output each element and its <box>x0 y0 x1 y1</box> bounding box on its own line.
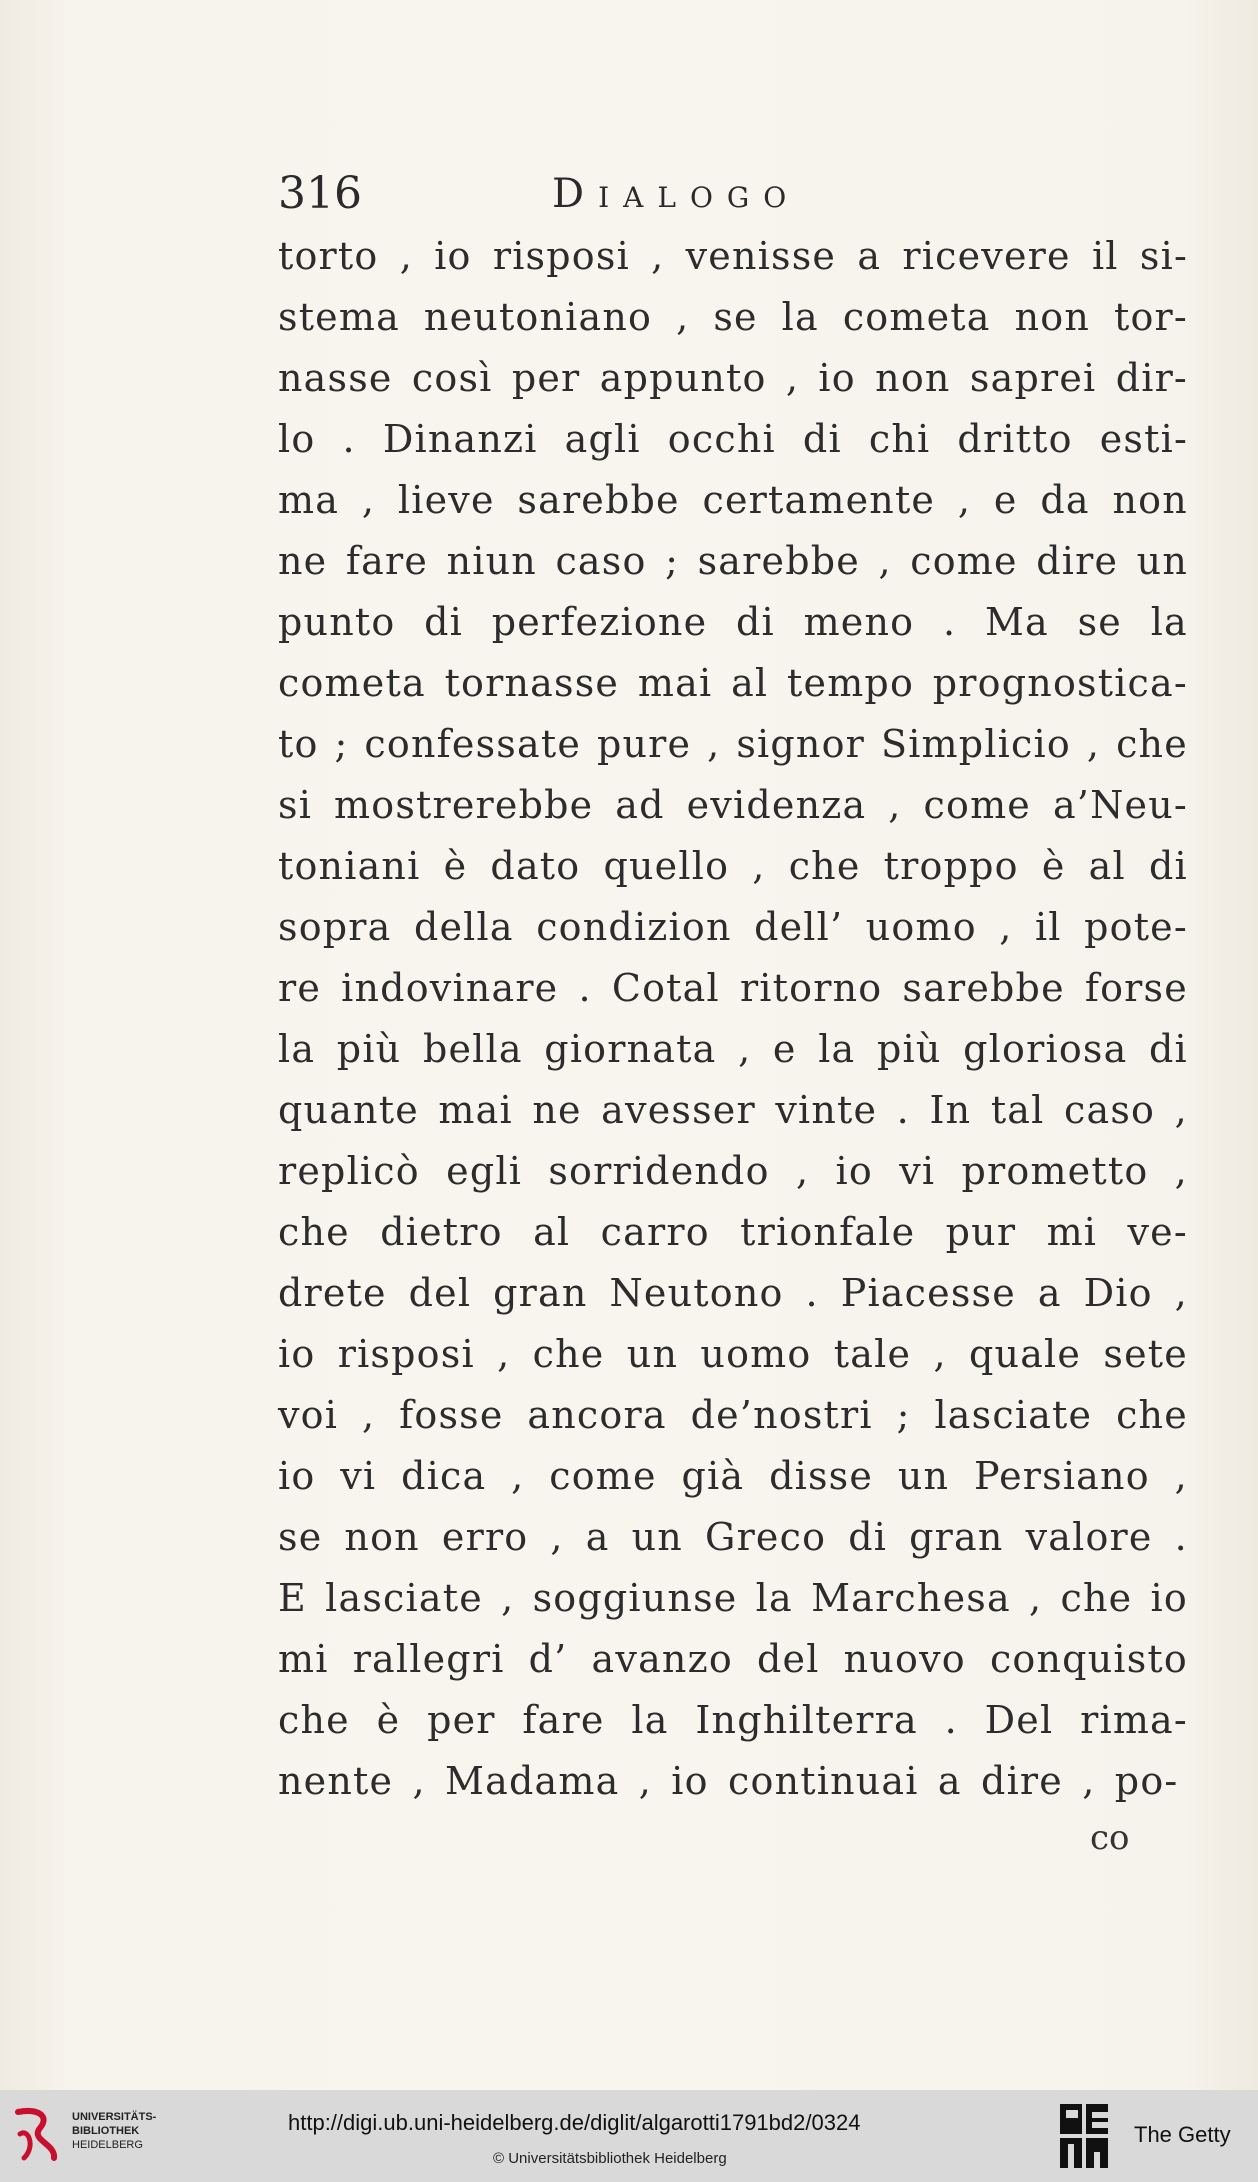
getty-logo-icon <box>1058 2102 1110 2170</box>
text-line: nasse così per appunto , io non saprei dir- <box>278 356 1188 400</box>
text-line: punto di perfezione di meno . Ma se la <box>278 600 1188 644</box>
text-line: quante mai ne avesser vinte . In tal caso , <box>278 1088 1188 1132</box>
text-line: ne fare niun caso ; sarebbe , come dire un <box>278 539 1188 583</box>
text-line: sopra della condizion dell’ uomo , il pote- <box>278 905 1188 949</box>
text-line: nente , Madama , io continuai a dire , po- <box>278 1759 1179 1803</box>
university-seal-icon <box>10 2106 64 2166</box>
text-line: che è per fare la Inghilterra . Del rima- <box>278 1698 1188 1742</box>
source-url[interactable]: http://digi.ub.uni-heidelberg.de/diglit/algarotti1791bd2/0324 <box>288 2110 861 2135</box>
text-line: mi rallegri d’ avanzo del nuovo conquisto <box>278 1637 1188 1681</box>
text-line: voi , fosse ancora de’nostri ; lasciate che <box>278 1393 1188 1437</box>
text-line: E lasciate , soggiunse la Marchesa , che io <box>278 1576 1188 1620</box>
text-line: se non erro , a un Greco di gran valore . <box>278 1515 1188 1559</box>
running-head: Dialogo <box>552 171 801 217</box>
text-line: lo . Dinanzi agli occhi di chi dritto esti- <box>278 417 1188 461</box>
text-line: replicò egli sorridendo , io vi prometto , <box>278 1149 1188 1193</box>
text-line: ma , lieve sarebbe certamente , e da non <box>278 478 1188 522</box>
institution-name <box>72 2110 156 2152</box>
body-text <box>278 226 1188 1812</box>
page-header <box>278 166 978 222</box>
text-line: che dietro al carro trionfale pur mi ve- <box>278 1210 1188 1254</box>
text-line: toniani è dato quello , che troppo è al di <box>278 844 1188 888</box>
institution-line-1: UNIVERSITÄTS- <box>72 2111 157 2123</box>
text-line: io risposi , che un uomo tale , quale sete <box>278 1332 1188 1376</box>
text-line: re indovinare . Cotal ritorno sarebbe forse <box>278 966 1188 1010</box>
footer-bar <box>0 2090 1258 2182</box>
getty-label: The Getty <box>1134 2122 1231 2147</box>
institution-line-2: BIBLIOTHEK <box>72 2125 140 2137</box>
institution-line-3: HEIDELBERG <box>72 2139 143 2151</box>
text-line: io vi dica , come già disse un Persiano , <box>278 1454 1188 1498</box>
text-line: la più bella giornata , e la più gloriosa di <box>278 1027 1188 1071</box>
text-line: si mostrerebbe ad evidenza , come a’Neu- <box>278 783 1188 827</box>
catchword: co <box>1090 1818 1130 1858</box>
text-line: stema neutoniano , se la cometa non tor- <box>278 295 1188 339</box>
text-line: drete del gran Neutono . Piacesse a Dio , <box>278 1271 1188 1315</box>
text-line: cometa tornasse mai al tempo prognostica- <box>278 661 1188 705</box>
text-line: to ; confessate pure , signor Simplicio , che <box>278 722 1188 766</box>
copyright-notice: © Universitätsbibliothek Heidelberg <box>493 2150 727 2167</box>
page-number: 316 <box>278 168 362 219</box>
text-line: torto , io risposi , venisse a ricevere il si- <box>278 234 1188 278</box>
